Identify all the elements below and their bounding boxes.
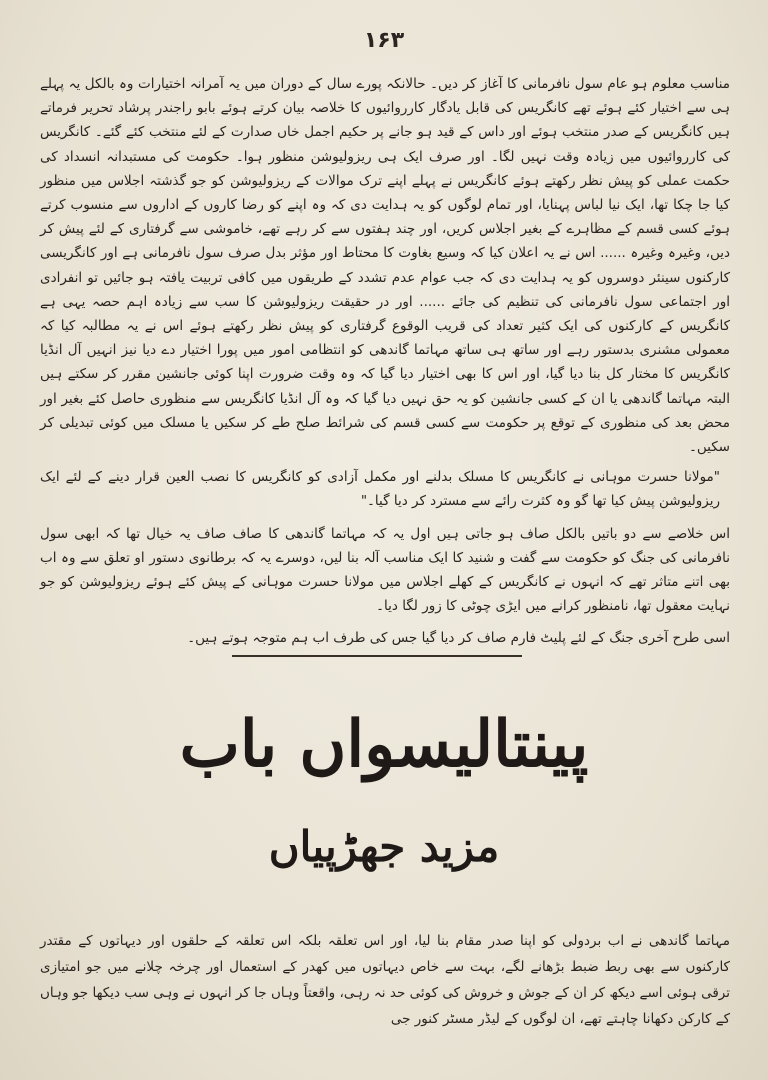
paragraph-summary: مناسب معلوم ہو عام سول نافرمانی کا آغاز کر دیں۔ حالانکہ پورے سال کے دوران میں یہ آمرانہ اختیارات وہ بالکل یہ پہلے ہی سے اختیار کئے ہوئے تھے کانگریس کی قابل یادگار کارروائیوں کا خلاصہ بیان کرتے ہوئے بابو راجندر پرشاد تحریر فرماتے ہیں کانگریس کے صدر منتخب ہوئے اور داس کے قید ہو جانے پر حکیم اجمل خاں صدارت کے لئے منتخب کئے گئے۔ کانگریس کی کارروائیوں میں زیادہ وقت نہیں لگا۔ اور صرف ایک ہی ریزولیوشن منظور ہوا۔ حکومت کی مستبدانہ انسداد کی حکمت عملی کو پیش نظر رکھتے ہوئے کانگریس نے پہلے اپنے ترک موالات کے ریزولیوشن کو جو گذشتہ اجلاس میں منظور کیا جا چکا تھا، ایک نیا لباس پہنایا، اور تمام لوگوں کو یہ ہدایت دی کہ وہ اپنے کو رضا کاروں کے اداروں سے منسوب کرتے ہوئے کسی قسم کے مظاہرے کے بغیر اجلاس کریں، اور چند ہفتوں سے کر رہے تھے، خاموشی سے گرفتاری کے لئے پیش کر دیں، وغیرہ وغیرہ ...... اس نے یہ اعلان کیا کہ وسیع بغاوت کا محتاط اور مؤثر بدل صرف سول نافرمانی ہے اور کانگریسی کارکنوں سینئر دوسروں کو یہ ہدایت دی کہ جب عوام عدم تشدد کے طریقوں میں کافی تربیت یافتہ ہو جائیں تو انفرادی اور اجتماعی سول نافرمانی کی تنظیم کی جائے ...... اور در حقیقت ریزولیوشن کا سب سے زیادہ اہم حصہ یہی ہے کانگریس کے کارکنوں کی ایک کثیر تعداد کی قریب الوقوع گرفتاری کو پیش نظر رکھتے ہوئے اس نے یہ مطالبہ کیا کہ معمولی مشنری بدستور رہے اور ساتھ ہی ساتھ مہاتما گاندھی کو انتظامی امور میں پورا اختیار دے دیا نیز انہیں آل انڈیا کانگریس کا مختار کل بنا دیا گیا، اور اس کا بھی اختیار دیا گیا کہ وہ وقت ضرورت اپنا کوئی جانشین مقرر کر سکتے ہیں البتہ مہاتما گاندھی یا ان کے کسی جانشین کو یہ حق نہیں دیا گیا کہ وہ آل انڈیا کانگریس سے منظوری حاصل کئے بغیر اور محض بعد کی منظوری کے توقع پر حکومت سے کسی قسم کی شرائط صلح طے کر سکیں یا مسلک میں کوئی تبدیلی کر سکیں۔: [40, 76, 730, 456]
chapter-subtitle: مزید جھڑپیاں: [268, 822, 500, 871]
page-body-text: [40, 72, 730, 651]
quoted-paragraph: "مولانا حسرت موہانی نے کانگریس کا مسلک بدلنے اور مکمل آزادی کو کانگریس کا نصب العین قرار دینے کے لئے ایک ریزولیوشن پیش کیا تھا گو وہ کثرت رائے سے مسترد کر دیا گیا۔": [40, 469, 720, 510]
paragraph-analysis: اس خلاصے سے دو باتیں بالکل صاف ہو جاتی ہیں اول یہ کہ مہاتما گاندھی کا صاف صاف یہ خیال تھا کہ ابھی سول نافرمانی کی جنگ کو حکومت سے گفت و شنید کا ایک مناسب آلہ بنا لیں، دوسرے یہ کہ برطانوی دستور او تعلق سے وہ اب بھی اتنے متاثر تھے کہ انہوں نے کانگریس کے کھلے اجلاس میں مولانا حسرت موہانی کے پیش کئے ہوئے ریزولیوشن کو جو نہایت معقول تھا، نامنظور کرانے میں ایڑی چوٹی کا زور لگا دیا۔: [40, 525, 730, 615]
section-divider: [232, 655, 522, 657]
chapter-title: پینتالیسواں باب: [179, 707, 589, 782]
chapter-opening-paragraph: مہاتما گاندھی نے اب بردولی کو اپنا صدر مقام بنا لیا، اور اس تعلقہ بلکہ اس تعلقہ کے حلقوں اور دیہاتوں کے مقتدر کارکنوں سے بھی ربط ضبط بڑھانے لگے، بہت سے خاص دیہاتوں میں کھدر کے استعمال اور چرخہ چلانے میں جو امتیازی ترقی ہوئی اسے دیکھ کر ان کے جوش و خروش کی کوئی حد نہ رہی، واقعتاً وہاں جا کر انہوں نے وہی سب دیکھا جو وہاں کے کارکن دکھانا چاہتے تھے، ان لوگوں کے لیڈر مسٹر کنور جی: [40, 933, 730, 1027]
page-number: ۱۶۳: [363, 28, 405, 53]
paragraph-closing: اسی طرح آخری جنگ کے لئے پلیٹ فارم صاف کر دیا گیا جس کی طرف اب ہم متوجہ ہوتے ہیں۔: [187, 630, 730, 647]
